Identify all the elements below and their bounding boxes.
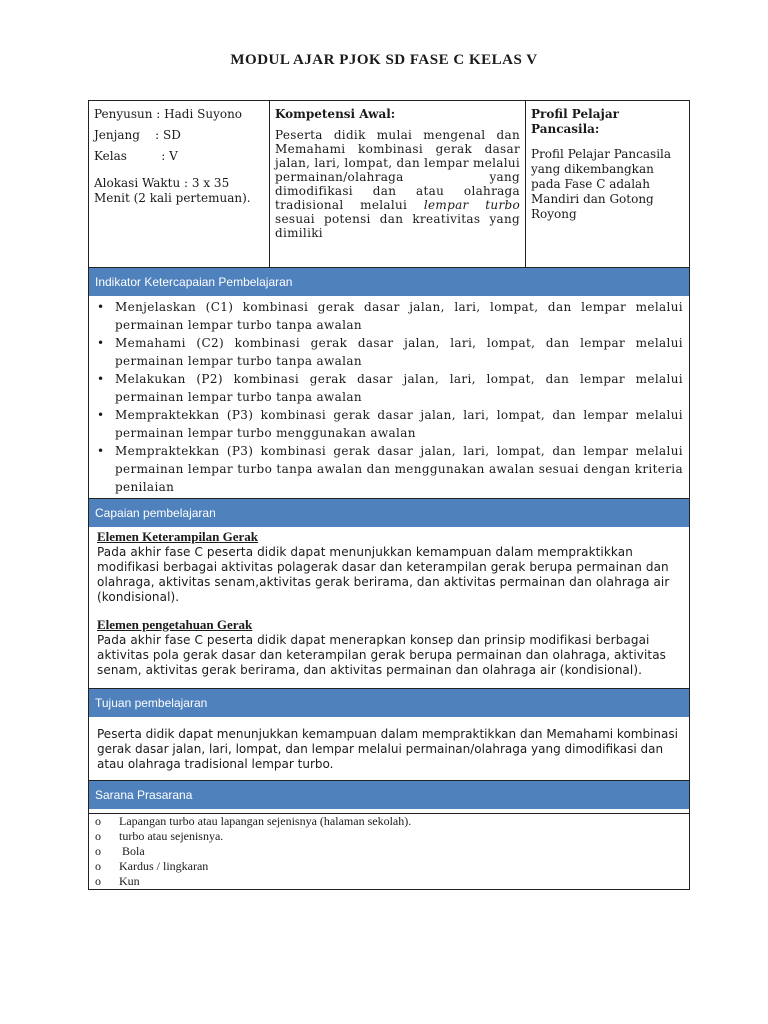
identity-cell	[89, 101, 270, 267]
bullet-o: o	[95, 829, 101, 843]
list-item: • Mempraktekkan (P3) kombinasi gerak dasar jalan, lari, lompat, dan lempar melalui permainan lempar turbo menggunakan awalan	[95, 406, 683, 442]
elemen-keterampilan-text: Pada akhir fase C peserta didik dapat menunjukkan kemampuan dalam mempraktikkan modifikasi berbagai aktivitas polagerak dasar dan keterampilan gerak berupa permainan dan olahraga, aktivitas senam,aktivitas gerak berirama, dan aktivitas permainan dan olahraga air (kondisional).	[97, 545, 670, 604]
kelas-text: Kelas : V	[94, 149, 178, 163]
list-item: o Bola	[89, 844, 689, 859]
list-item: • Memahami (C2) kombinasi gerak dasar jalan, lari, lompat, dan lempar melalui permainan lempar turbo tanpa awalan	[95, 334, 683, 370]
profil-text: Profil Pelajar Pancasila yang dikembangkan pada Fase C adalah Mandiri dan Gotong Royong	[531, 147, 672, 221]
tujuan-text: Peserta didik dapat menunjukkan kemampuan dalam mempraktikkan dan Memahami kombinasi gerak dasar jalan, lari, lompat, dan lempar melalui permainan/olahraga yang dimodifikasi dan atau olahraga tradisional lempar turbo.	[88, 717, 690, 781]
elemen-keterampilan-title: Elemen Keterampilan Gerak	[97, 529, 259, 544]
alokasi-text: Alokasi Waktu : 3 x 35 Menit (2 kali pertemuan).	[94, 176, 251, 205]
kompetensi-text-italic: lempar turbo	[423, 198, 520, 212]
list-item: • Mempraktekkan (P3) kombinasi gerak dasar jalan, lari, lompat, dan lempar melalui permainan lempar turbo tanpa awalan dan menggunakan awalan sesuai dengan kriteria penilaian	[95, 442, 683, 496]
sarana-heading: Sarana Prasarana	[88, 781, 690, 809]
indikator-heading: Indikator Ketercapaian Pembelajaran	[88, 268, 690, 296]
module-table	[88, 100, 690, 890]
profil-heading: Profil Pelajar Pancasila:	[531, 107, 619, 136]
sarana-list	[89, 813, 689, 889]
list-item: • Melakukan (P2) kombinasi gerak dasar jalan, lari, lompat, dan lempar melalui permainan lempar turbo tanpa awalan	[95, 370, 683, 406]
bullet-o: o	[95, 814, 101, 828]
bullet-o: o	[95, 859, 101, 873]
bullet-o: o	[95, 874, 101, 888]
kompetensi-heading: Kompetensi Awal:	[275, 107, 396, 121]
list-item: o Kardus / lingkaran	[89, 859, 689, 874]
sarana-section	[88, 809, 690, 890]
profil-cell	[526, 101, 689, 267]
kompetensi-text-b: sesuai potensi dan kreativitas yang dimiliki	[275, 212, 520, 240]
indikator-section	[88, 296, 690, 499]
penyusun-text: Penyusun : Hadi Suyono	[94, 107, 243, 121]
capaian-heading: Capaian pembelajaran	[88, 499, 690, 527]
kompetensi-cell	[270, 101, 526, 267]
kompetensi-text-a: Peserta didik mulai mengenal dan Memahami kombinasi gerak dasar jalan, lari, lompat, dan lempar melalui permainan/olahraga yang dimodifikasi dan atau olahraga tradisional melalui	[275, 128, 520, 212]
capaian-section	[88, 527, 690, 689]
list-item: o turbo atau sejenisnya.	[89, 829, 689, 844]
list-item: o Kun	[89, 874, 689, 889]
header-row	[88, 100, 690, 268]
jenjang-text: Jenjang : SD	[94, 128, 181, 142]
elemen-pengetahuan-title: Elemen pengetahuan Gerak	[97, 617, 253, 632]
tujuan-heading: Tujuan pembelajaran	[88, 689, 690, 717]
list-item: o Lapangan turbo atau lapangan sejenisnya (halaman sekolah).	[89, 814, 689, 829]
document-title: MODUL AJAR PJOK SD FASE C KELAS V	[230, 52, 538, 68]
kompetensi-text	[275, 128, 520, 240]
indikator-list	[95, 298, 683, 496]
bullet-o: o	[95, 844, 101, 858]
elemen-pengetahuan-text: Pada akhir fase C peserta didik dapat menerapkan konsep dan prinsip modifikasi berbagai aktivitas pola gerak dasar dan keterampilan gerak berupa permainan dan olahraga, aktivitas senam, aktivitas gerak berirama, dan aktivitas permainan dan olahraga air (kondisional).	[97, 633, 667, 677]
list-item: • Menjelaskan (C1) kombinasi gerak dasar jalan, lari, lompat, dan lempar melalui permainan lempar turbo tanpa awalan	[95, 298, 683, 334]
